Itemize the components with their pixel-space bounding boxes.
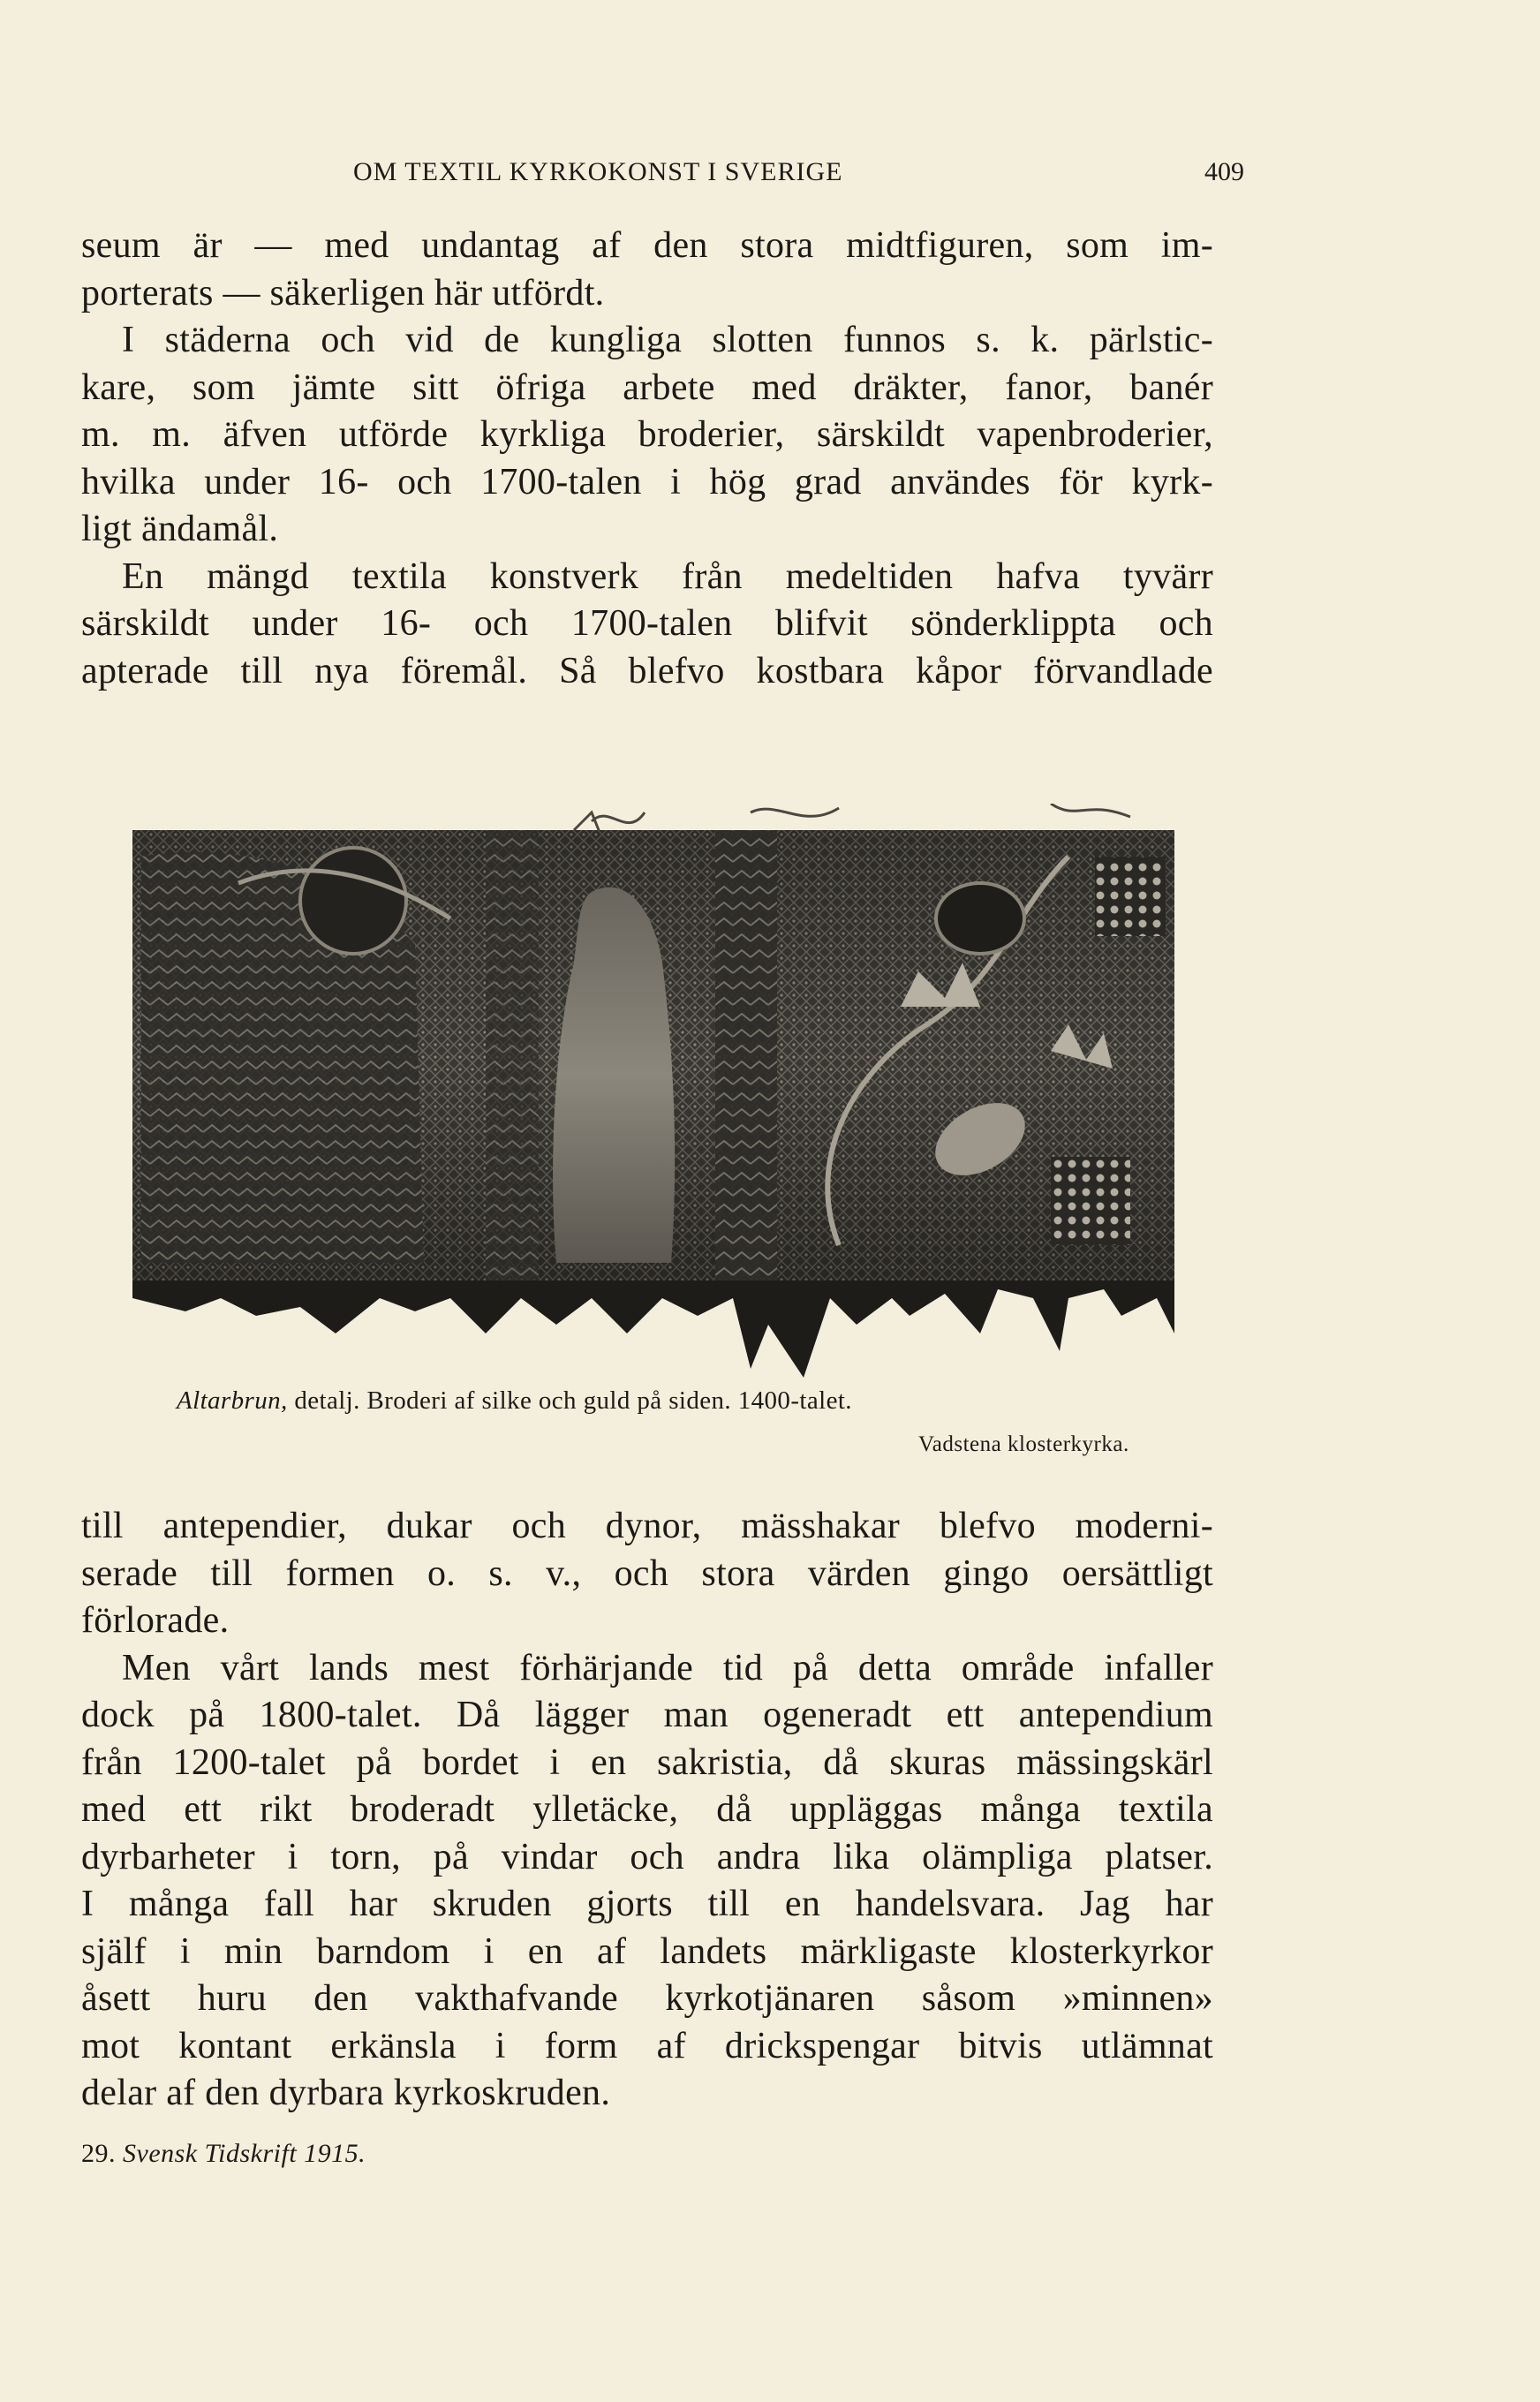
altar-frontal-image: [132, 804, 1174, 1378]
caption-location: Vadstena klosterkyrka.: [918, 1432, 1129, 1456]
text-line: I många fall har skruden gjorts till en handelsvara. Jag har: [81, 1884, 1213, 1924]
text-line: seum är — med undantag af den stora midtfiguren, som im-: [81, 225, 1213, 266]
running-head: OM TEXTIL KYRKOKONST I SVERIGE: [353, 157, 843, 186]
text-line: En mängd textila konstverk från medeltiden hafva tyvärr: [122, 555, 1213, 597]
text-line: till antependier, dukar och dynor, mässhakar blefvo moderni-: [81, 1506, 1213, 1546]
caption-title: Altarbrun,: [177, 1386, 288, 1415]
text-line: åsett huru den vakthafvande kyrkotjänaren såsom »minnen»: [81, 1978, 1213, 2019]
text-line: själf i min barndom i en af landets märkligaste klosterkyrkor: [81, 1930, 1213, 1972]
text-line: apterade till nya föremål. Så blefvo kostbara kåpor förvandlade: [81, 650, 1213, 691]
page-number: 409: [1204, 157, 1244, 186]
text-line: dyrbarheter i torn, på vindar och andra lika olämpliga platser.: [81, 1836, 1213, 1877]
text-line: porterats — säkerligen här utfördt.: [81, 272, 605, 313]
text-line: hvilka under 16- och 1700-talen i hög grad användes för kyrk-: [81, 461, 1213, 502]
text-line: med ett rikt broderadt ylletäcke, då uppläggas många textila: [81, 1789, 1213, 1830]
text-line: Men vårt lands mest förhärjande tid på detta område infaller: [122, 1647, 1213, 1688]
signature-journal: Svensk Tidskrift 1915.: [123, 2139, 366, 2168]
text-line: förlorade.: [81, 1600, 230, 1641]
body-text-top: [81, 223, 1213, 695]
text-line: I städerna och vid de kungliga slotten funnos s. k. pärlstic-: [122, 320, 1213, 360]
text-line: ligt ändamål.: [81, 509, 279, 549]
signature-mark: [81, 2139, 366, 2169]
body-text-bottom: [81, 1503, 1213, 2118]
text-line: mot kontant erkänsla i form af drickspengar bitvis utlämnat: [81, 2025, 1213, 2066]
embroidery-photograph: [132, 804, 1174, 1378]
figure-caption: [177, 1386, 852, 1416]
signature-number: 29.: [81, 2139, 116, 2168]
text-line: dock på 1800-talet. Då lägger man ogeneradt ett antependium: [81, 1695, 1213, 1735]
text-line: serade till formen o. s. v., och stora värden gingo oersättligt: [81, 1552, 1213, 1594]
text-line: delar af den dyrbara kyrkoskruden.: [81, 2073, 611, 2113]
text-line: från 1200-talet på bordet i en sakristia, då skuras mässingskärl: [81, 1741, 1213, 1783]
text-line: m. m. äfven utförde kyrkliga broderier, särskildt vapenbroderier,: [81, 414, 1213, 455]
text-line: särskildt under 16- och 1700-talen blifvit sönderklippta och: [81, 603, 1213, 644]
text-line: kare, som jämte sitt öfriga arbete med dräkter, fanor, banér: [81, 366, 1213, 408]
caption-text: detalj. Broderi af silke och guld på siden. 1400-talet.: [294, 1386, 852, 1415]
